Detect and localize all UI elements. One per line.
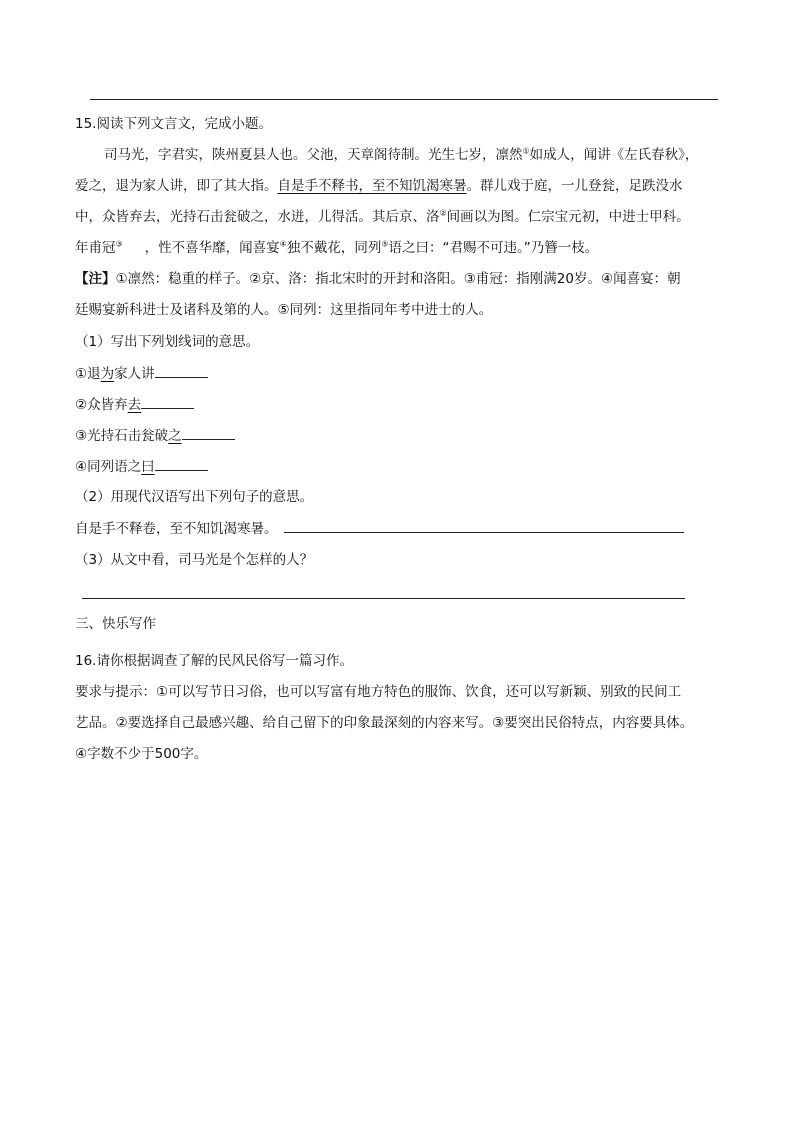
passage-line-4 — [75, 238, 734, 258]
q16-req-text: ④字数不少于500字。 — [75, 746, 208, 762]
sub2-sentence — [75, 518, 734, 539]
item-text: ④同列语之 — [75, 459, 142, 475]
note-text: ①凛然：稳重的样子。②京、洛：指北宋时的开封和洛阳。③甫冠：指刚满20岁。④闻喜宴：朝 — [115, 271, 681, 287]
passage-text: 。群儿戏于庭，一儿登瓮，足跌没水 — [466, 178, 683, 194]
sub2-prompt — [75, 487, 734, 507]
underlined-word: 为 — [100, 366, 115, 382]
footnote-marker: ① — [522, 146, 530, 156]
passage-line-3 — [75, 207, 734, 227]
passage-text: 司马光，字君实，陕州夏县人也。父池，天章阁待制。光生七岁，凛然 — [104, 147, 523, 163]
q16-req-text: 要求与提示：①可以写节日习俗，也可以写富有地方特色的服饰、饮食，还可以写新颖、别致的民间工 — [75, 684, 682, 700]
passage-text: 独不戴花，同列 — [286, 240, 382, 256]
underlined-word: 曰 — [141, 459, 155, 475]
item-text: 家人讲 — [114, 366, 155, 382]
sub1-item-4 — [75, 456, 734, 477]
q16-req-text: 艺品。②要选择自己最感兴趣、给自己留下的印象最深刻的内容来写。③要突出民俗特点，内容要具体。 — [75, 715, 694, 731]
sub1-item-2 — [75, 394, 734, 415]
footnote-marker: ⑤ — [381, 239, 389, 249]
item-text: ②众皆弃 — [75, 397, 128, 413]
footnote-marker: ② — [439, 208, 447, 218]
answer-blank[interactable] — [141, 394, 194, 409]
passage-text: 间画以为图。仁宗宝元初，中进士甲科。 — [446, 209, 690, 225]
top-answer-line — [90, 99, 718, 100]
passage-text: ，性不喜华靡，闻喜宴 — [144, 240, 280, 256]
q16-req-line-1 — [75, 682, 734, 702]
answer-blank[interactable] — [182, 425, 235, 440]
answer-blank[interactable] — [155, 363, 208, 378]
sub1-item-3 — [75, 425, 734, 446]
passage-text: 语之曰：“君赐不可违。”乃簪一枝。 — [388, 240, 599, 256]
q16-req-line-3 — [75, 744, 734, 764]
q16-heading — [75, 651, 734, 671]
note-line-1 — [75, 269, 734, 289]
footnote-marker: ③ — [115, 239, 123, 249]
underlined-sentence: 自是手不释书，至不知饥渴寒暑 — [277, 178, 467, 194]
sub3-prompt-text: （3）从文中看，司马光是个怎样的人？ — [75, 552, 314, 568]
q15-heading — [75, 114, 734, 134]
section3-title-text: 三、快乐写作 — [75, 616, 156, 632]
passage-text: 爱之，退为家人讲，即了其大指。 — [75, 178, 278, 194]
underlined-word: 去 — [127, 397, 142, 413]
note-tag: 【注】 — [75, 271, 116, 287]
passage-text: 年甫冠 — [75, 240, 116, 256]
answer-blank[interactable] — [155, 456, 208, 471]
q16-req-line-2 — [75, 713, 734, 733]
sub1-item-1 — [75, 363, 734, 384]
underlined-word: 之 — [168, 428, 182, 444]
note-text: 廷赐宴新科进士及诸科及第的人。⑤同列：这里指同年考中进士的人。 — [75, 302, 493, 318]
section3-title — [75, 614, 734, 634]
sub3-answer-line[interactable] — [82, 598, 685, 599]
passage-line-2 — [75, 176, 734, 196]
sub2-sentence-text: 自是手不释卷，至不知饥渴寒暑。 — [75, 521, 278, 537]
q16-heading-text: 16.请你根据调查了解的民风民俗写一篇习作。 — [75, 653, 353, 669]
sub2-prompt-text: （2）用现代汉语写出下列句子的意思。 — [75, 489, 314, 505]
passage-text: 中，众皆弃去，光持石击瓮破之，水迸，儿得活。其后京、洛 — [75, 209, 440, 225]
note-line-2 — [75, 300, 734, 320]
sub1-prompt-text: （1）写出下列划线词的意思。 — [75, 334, 260, 350]
sub1-prompt — [75, 332, 734, 352]
item-text: ③光持石击瓮破 — [75, 428, 169, 444]
item-text: ①退 — [75, 366, 101, 382]
passage-text: 如成人，闻讲《左氏春秋》， — [529, 147, 699, 163]
sub3-prompt — [75, 550, 734, 570]
passage-line-1 — [104, 145, 734, 165]
footnote-marker: ④ — [279, 239, 287, 249]
answer-blank[interactable] — [284, 518, 684, 533]
q15-heading-text: 15.阅读下列文言文，完成小题。 — [75, 116, 272, 132]
